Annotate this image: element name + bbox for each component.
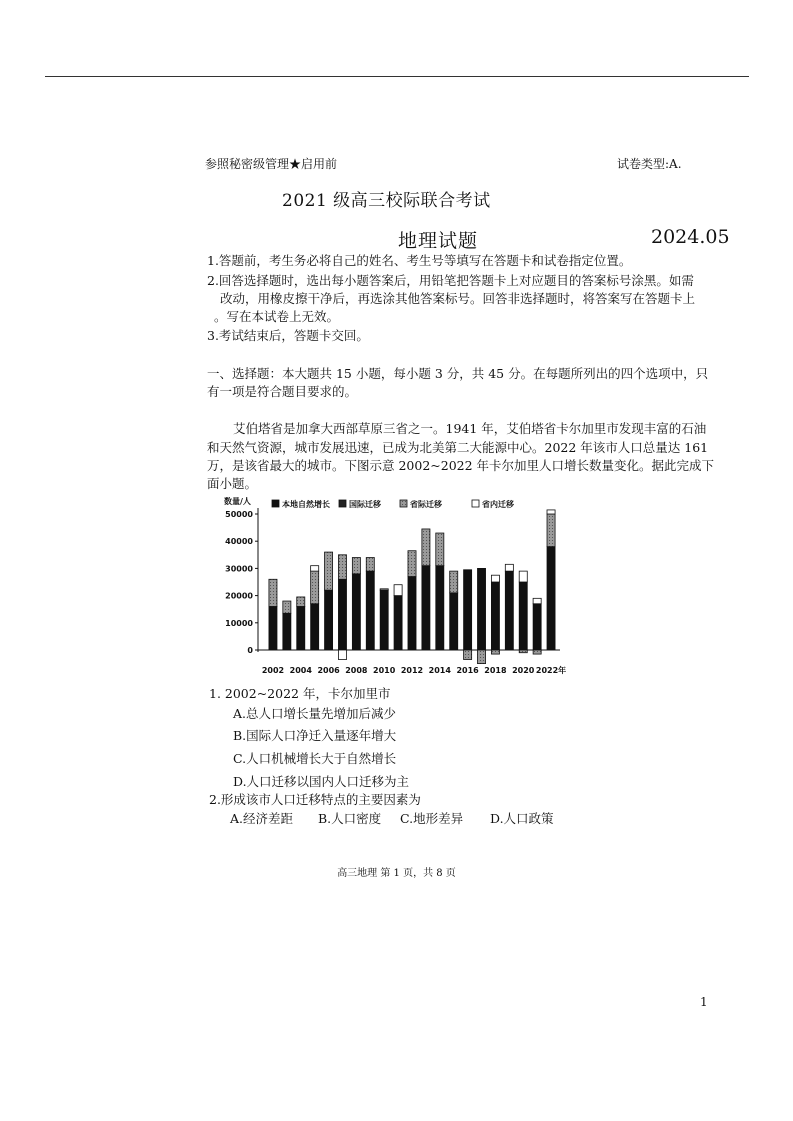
bar-2010-2: [380, 589, 388, 590]
bar-2017-0: [477, 568, 485, 650]
question-2-option-a: A.经济差距: [230, 811, 294, 826]
x-tick-label-6: 2014: [428, 666, 451, 675]
bar-2005-2: [311, 571, 319, 604]
passage-line-4: 面小题。: [207, 476, 258, 491]
bar-2021-0: [533, 604, 541, 650]
bar-2012-2: [408, 551, 416, 577]
bar-2020-2: [519, 650, 527, 653]
bar-2020-3: [519, 571, 527, 582]
y-tick-label-2: 20000: [225, 591, 253, 601]
x-tick-label-3: 2008: [345, 666, 368, 675]
bar-2021-3: [533, 598, 541, 603]
instruction-3: 3.考试结束后，答题卡交回。: [207, 328, 369, 343]
bar-2006-0: [325, 590, 333, 650]
population-growth-chart: [222, 492, 582, 680]
x-tick-label-2: 2006: [317, 666, 340, 675]
bar-2002-0: [269, 606, 277, 650]
bar-2012-0: [408, 577, 416, 650]
question-2-option-b: B.人口密度: [318, 811, 382, 826]
passage-line-1: 艾伯塔省是加拿大西部草原三省之一。1941 年，艾伯塔省卡尔加里市发现丰富的石油: [233, 421, 707, 436]
bar-2016-0: [464, 570, 472, 650]
bar-2022-2: [547, 514, 555, 547]
x-tick-label-4: 2010: [373, 666, 396, 675]
exam-title: 2021 级高三校际联合考试: [282, 191, 491, 211]
bar-2008-0: [352, 574, 360, 650]
section-heading: 一、选择题：本大题共 15 小题，每小题 3 分，共 45 分。在每题所列出的四个选项中，只: [207, 366, 709, 381]
bar-2005-0: [311, 604, 319, 650]
legend-swatch-1: [339, 500, 346, 507]
y-axis-label: 数量/人: [224, 497, 251, 506]
question-1-stem: 1. 2002~2022 年，卡尔加里市: [209, 686, 391, 701]
bar-2022-0: [547, 547, 555, 650]
bar-2009-0: [366, 571, 374, 650]
bar-2018-3: [491, 575, 499, 582]
legend-label-1: 国际迁移: [349, 500, 381, 509]
question-1-option-b: B.国际人口净迁入量逐年增大: [233, 728, 397, 743]
y-tick-label-1: 10000: [225, 618, 253, 628]
bar-2007-2: [338, 555, 346, 579]
bar-2019-3: [505, 564, 513, 571]
y-tick-label-3: 30000: [225, 564, 253, 574]
bar-2002-2: [269, 579, 277, 606]
instruction-2: 2.回答选择题时，选出每小题答案后，用铅笔把答题卡上对应题目的答案标号涂黑。如需: [207, 273, 694, 288]
bar-2022-3: [547, 510, 555, 514]
legend-label-0: 本地自然增长: [282, 500, 330, 509]
page-footer: 高三地理 第 1 页，共 8 页: [337, 868, 456, 879]
bar-2011-0: [394, 596, 402, 650]
chart-bars: [269, 510, 555, 664]
bar-2014-2: [436, 533, 444, 566]
bar-2013-0: [422, 566, 430, 650]
chart-legend: [272, 499, 515, 509]
bar-2003-0: [283, 613, 291, 650]
bar-2016-2: [464, 650, 472, 660]
legend-swatch-2: [400, 500, 407, 507]
question-2-option-d: D.人口政策: [490, 811, 554, 826]
y-tick-label-0: 0: [247, 646, 253, 655]
x-tick-label-7: 2016: [456, 666, 479, 675]
x-tick-label-1: 2004: [289, 666, 312, 675]
bar-2013-2: [422, 529, 430, 566]
bar-2010-0: [380, 590, 388, 650]
bar-2014-0: [436, 566, 444, 650]
legend-label-3: 省内迁移: [482, 500, 514, 509]
bar-2021-2: [533, 650, 541, 654]
bar-2003-2: [283, 601, 291, 613]
bar-2011-3: [394, 585, 402, 596]
question-2-stem: 2.形成该市人口迁移特点的主要因素为: [209, 792, 421, 807]
question-2-option-c: C.地形差异: [400, 811, 464, 826]
page-number: 1: [700, 995, 708, 1009]
question-1-option-d: D.人口迁移以国内人口迁移为主: [233, 774, 410, 789]
instruction-2-cont: 改动，用橡皮擦干净后，再选涂其他答案标号。回答非选择题时，将答案写在答题卡上: [220, 291, 696, 306]
instruction-2-end: 。写在本试卷上无效。: [214, 309, 340, 324]
legend-label-2: 省际迁移: [410, 500, 442, 509]
passage-line-3: 万，是该省最大的城市。下图示意 2002~2022 年卡尔加里人口增长数量变化。据此完成下: [207, 458, 715, 473]
bar-2007-3: [338, 650, 346, 660]
bar-2006-2: [325, 552, 333, 590]
question-1-option-a: A.总人口增长量先增加后减少: [233, 706, 397, 721]
top-rule: [45, 76, 749, 77]
bar-2019-0: [505, 571, 513, 650]
bar-2005-3: [311, 566, 319, 571]
bar-2015-0: [450, 593, 458, 650]
subject-title: 地理试题: [398, 230, 479, 252]
paper-type-label: 试卷类型:A.: [617, 157, 682, 171]
bar-2020-0: [519, 582, 527, 650]
bar-2004-2: [297, 597, 305, 607]
y-tick-label-4: 40000: [225, 537, 253, 547]
bar-2018-2: [491, 650, 499, 654]
x-axis: [262, 665, 566, 675]
x-tick-label-5: 2012: [400, 666, 424, 675]
y-tick-label-5: 50000: [225, 510, 253, 519]
section-heading-cont: 有一项是符合题目要求的。: [207, 384, 358, 399]
exam-date: 2024.05: [651, 226, 730, 248]
bar-2009-2: [366, 558, 374, 572]
legend-swatch-3: [472, 500, 479, 507]
bar-2004-0: [297, 606, 305, 650]
passage-line-2: 和天然气资源，城市发展迅速，已成为北美第二大能源中心。2022 年该市人口总量达 161: [207, 440, 709, 455]
bar-2018-0: [491, 582, 499, 650]
x-tick-label-0: 2002: [261, 666, 285, 675]
legend-swatch-0: [272, 500, 279, 507]
bar-2017-2: [477, 650, 485, 664]
bar-2015-2: [450, 571, 458, 593]
confidentiality-label: 参照秘密级管理★启用前: [205, 157, 338, 171]
x-tick-label-10: 2022年: [535, 666, 567, 675]
instruction-1: 1.答题前，考生务必将自己的姓名、考生号等填写在答题卡和试卷指定位置。: [207, 253, 632, 268]
bar-2007-0: [338, 579, 346, 650]
x-tick-label-9: 2020: [512, 666, 535, 675]
bar-2008-2: [352, 558, 360, 574]
question-1-option-c: C.人口机械增长大于自然增长: [233, 751, 397, 766]
x-tick-label-8: 2018: [484, 666, 507, 675]
